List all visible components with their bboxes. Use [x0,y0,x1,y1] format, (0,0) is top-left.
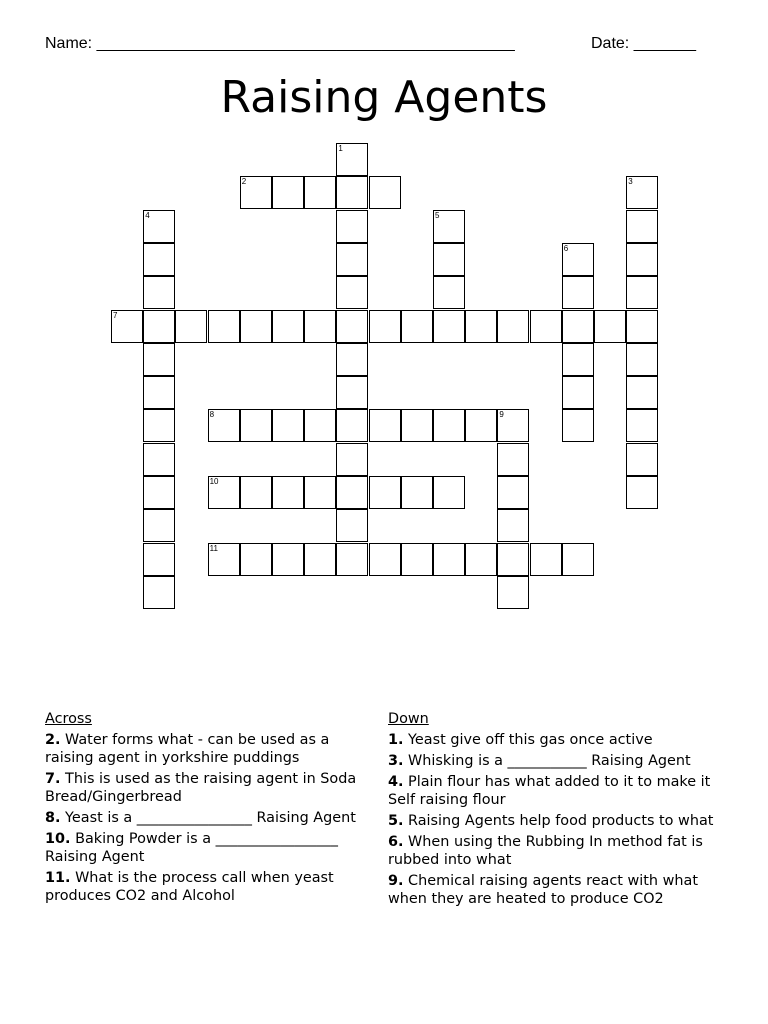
grid-cell[interactable] [304,543,336,576]
grid-cell[interactable] [272,543,304,576]
cell-number: 10 [209,477,219,486]
grid-cell[interactable] [304,176,336,209]
clue-across-8 [45,809,375,827]
grid-cell[interactable] [465,310,497,343]
cell-number: 9 [499,410,504,420]
grid-cell[interactable] [175,310,207,343]
grid-cell[interactable] [143,443,175,476]
clue-text: What is the process call when yeast produces CO2 and Alcohol [45,870,334,904]
grid-cell[interactable] [272,409,304,442]
grid-cell[interactable] [143,576,175,609]
grid-cell[interactable] [433,276,465,309]
grid-cell[interactable] [369,176,401,209]
grid-cell[interactable] [562,310,594,343]
across-heading: Across [45,711,92,727]
grid-cell[interactable] [336,443,368,476]
grid-cell[interactable] [497,576,529,609]
clue-down-6 [388,833,733,869]
clue-text: Chemical raising agents react with what when they are heated to produce CO2 [388,873,698,907]
grid-cell[interactable] [369,543,401,576]
grid-cell[interactable] [304,409,336,442]
cell-number: 4 [145,210,150,220]
grid-cell[interactable] [336,276,368,309]
grid-cell[interactable] [304,310,336,343]
grid-cell[interactable] [626,176,658,209]
grid-cell[interactable] [143,310,175,343]
grid-cell[interactable] [336,543,368,576]
clue-number: 1. [388,732,404,748]
grid-cell[interactable] [143,409,175,442]
grid-cell[interactable] [626,243,658,276]
grid-cell[interactable] [143,343,175,376]
clue-number: 10. [45,831,71,847]
clue-number: 3. [388,753,404,769]
date-field[interactable]: Date: _______ [591,35,696,52]
grid-cell[interactable] [401,310,433,343]
clue-text: Raising Agents help food products to what [403,813,714,829]
grid-cell[interactable] [336,176,368,209]
cell-number: 5 [435,210,440,220]
grid-cell[interactable] [401,476,433,509]
grid-cell[interactable] [240,476,272,509]
clue-number: 7. [45,771,61,787]
cell-number: 11 [209,543,218,553]
clue-text: Yeast is a ________________ Raising Agent [60,810,356,826]
grid-cell[interactable] [626,476,658,509]
clue-across-11 [45,869,375,905]
grid-cell[interactable] [240,176,272,209]
grid-cell[interactable] [530,543,562,576]
grid-cell[interactable] [433,409,465,442]
grid-cell[interactable] [497,310,529,343]
cell-number: 1 [338,144,343,153]
clue-text: Yeast give off this gas once active [403,732,653,748]
grid-cell[interactable] [530,310,562,343]
grid-cell[interactable] [143,476,175,509]
cell-number: 8 [209,410,215,420]
clue-text: Water forms what - can be used as a raising agent in yorkshire puddings [45,732,330,766]
grid-cell[interactable] [208,476,240,509]
grid-cell[interactable] [465,409,497,442]
grid-cell[interactable] [465,543,497,576]
grid-cell[interactable] [336,376,368,409]
grid-cell[interactable] [336,210,368,243]
grid-cell[interactable] [626,310,658,343]
grid-cell[interactable] [336,310,368,343]
grid-cell[interactable] [433,543,465,576]
grid-cell[interactable] [497,443,529,476]
grid-cell[interactable] [336,476,368,509]
clue-text: Plain flour has what added to it to make it Self raising flour [388,774,711,808]
grid-cell[interactable] [433,476,465,509]
grid-cell[interactable] [562,543,594,576]
grid-cell[interactable] [369,409,401,442]
grid-cell[interactable] [626,376,658,409]
clue-down-4 [388,773,733,809]
grid-cell[interactable] [143,543,175,576]
clue-across-7 [45,770,375,806]
grid-cell[interactable] [240,310,272,343]
clue-text: When using the Rubbing In method fat is rubbed into what [388,834,703,868]
grid-cell[interactable] [336,509,368,542]
clue-number: 2. [45,732,61,748]
clue-down-1 [388,731,733,749]
clue-number: 8. [45,810,61,826]
down-heading: Down [388,711,429,727]
grid-cell[interactable] [143,210,175,243]
grid-cell[interactable] [497,509,529,542]
grid-cell[interactable] [240,543,272,576]
grid-cell[interactable] [626,276,658,309]
grid-cell[interactable] [143,243,175,276]
grid-cell[interactable] [401,543,433,576]
grid-cell[interactable] [433,310,465,343]
grid-cell[interactable] [626,343,658,376]
clue-number: 9. [388,873,404,889]
clue-number: 11. [45,870,71,886]
across-clues [45,710,375,908]
grid-cell[interactable] [272,476,304,509]
grid-cell[interactable] [208,543,240,576]
clue-across-2 [45,731,375,767]
grid-cell[interactable] [336,409,368,442]
grid-cell[interactable] [497,543,529,576]
grid-cell[interactable] [562,409,594,442]
grid-cell[interactable] [143,509,175,542]
clue-across-10 [45,830,375,866]
cell-number: 6 [563,243,569,253]
clue-number: 5. [388,813,404,829]
clue-text: Whisking is a ___________ Raising Agent [403,753,691,769]
grid-cell[interactable] [272,176,304,209]
down-clues [388,710,733,911]
grid-cell[interactable] [401,409,433,442]
grid-cell[interactable] [433,210,465,243]
grid-cell[interactable] [369,310,401,343]
grid-cell[interactable] [626,210,658,243]
grid-cell[interactable] [626,409,658,442]
grid-cell[interactable] [433,243,465,276]
grid-cell[interactable] [626,443,658,476]
grid-cell[interactable] [336,343,368,376]
grid-cell[interactable] [562,376,594,409]
clue-down-3 [388,752,733,770]
grid-cell[interactable] [336,243,368,276]
grid-cell[interactable] [594,310,626,343]
grid-cell[interactable] [369,476,401,509]
grid-cell[interactable] [304,476,336,509]
grid-cell[interactable] [562,276,594,309]
page-title: Raising Agents [220,72,548,123]
clue-text: Baking Powder is a _________________ Raising Agent [45,831,338,865]
clue-number: 6. [388,834,404,850]
grid-cell[interactable] [272,310,304,343]
clue-down-5 [388,812,733,830]
grid-cell[interactable] [208,409,240,442]
cell-number: 2 [241,177,247,187]
grid-cell[interactable] [562,243,594,276]
grid-cell[interactable] [497,409,529,442]
grid-cell[interactable] [240,409,272,442]
name-field[interactable]: Name: _______________________________________________ [45,35,515,52]
grid-cell[interactable] [143,276,175,309]
grid-cell[interactable] [143,376,175,409]
grid-cell[interactable] [208,310,240,343]
clue-text: This is used as the raising agent in Soda Bread/Gingerbread [45,771,357,805]
grid-cell[interactable] [562,343,594,376]
grid-cell[interactable] [111,310,143,343]
clue-down-9 [388,872,733,908]
cell-number: 3 [628,177,633,187]
clue-number: 4. [388,774,404,790]
grid-cell[interactable] [497,476,529,509]
cell-number: 7 [113,310,118,320]
grid-cell[interactable] [336,143,368,176]
